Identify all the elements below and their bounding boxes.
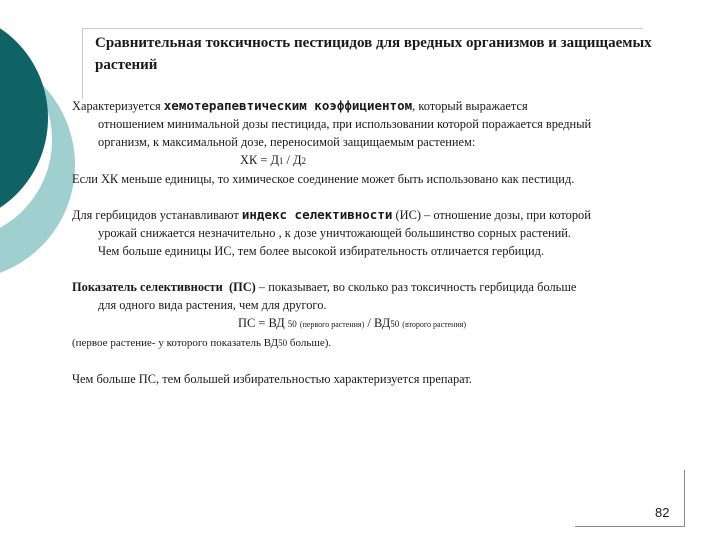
paragraph-conclusion: Чем больше ПС, тем большей избирательностью характеризуется препарат. (72, 372, 472, 386)
note-tail: больше). (287, 337, 332, 349)
formula-ps (72, 314, 712, 334)
formula-ps-ed1: ВД (268, 316, 285, 330)
spacer (72, 260, 712, 278)
p1-prefix: Характеризуется (72, 99, 164, 113)
term-selectivity-abbr: (ПС) (228, 280, 256, 294)
decorative-circles (0, 0, 80, 300)
p4-line2: для одного вида растения, чем для другого. (98, 298, 327, 312)
formula-hk-d1-sub: 1 (278, 156, 284, 166)
page-number-frame-vertical (684, 470, 685, 526)
page-number-frame-horizontal (575, 526, 685, 527)
formula-hk-d1: Д (270, 153, 279, 167)
formula-hk-div: / (286, 153, 290, 167)
formula-hk-lhs: ХК (240, 153, 258, 167)
formula-ps-ed2: ВД (373, 316, 391, 330)
formula-ps-div: / (367, 316, 371, 330)
p1-line1-rest: , который выражается (412, 99, 528, 113)
p3-line1-rest: (ИС) – отношение дозы, при которой (392, 208, 591, 222)
p3-line3: Чем больше единицы ИС, тем более высокой избирательность отличается гербицид. (98, 244, 545, 258)
formula-hk-eq: = (260, 153, 268, 167)
paragraph-hk-condition: Если ХК меньше единицы, то химическое соединение может быть использовано как пестицид. (72, 172, 575, 186)
term-chemotherapeutic-coefficient: хемотерапевтическим коэффициентом (163, 98, 413, 113)
paragraph-selectivity-index (72, 206, 712, 224)
term-selectivity-index: индекс селективности (241, 207, 393, 222)
formula-hk-d2: Д (293, 153, 302, 167)
formula-hk (72, 151, 712, 170)
paragraph-selectivity-indicator (72, 278, 712, 296)
formula-hk-d2-sub: 2 (301, 156, 307, 166)
p4-line1-rest: – показывает, во сколько раз токсичность гербицида больше (255, 280, 577, 294)
page-number: 82 (655, 505, 670, 520)
term-selectivity-indicator: Показатель селективности (72, 280, 223, 294)
spacer (72, 352, 712, 370)
formula-ps-ed1-note: (первого растения) (299, 320, 365, 329)
p3-prefix: Для гербицидов устанавливают (72, 208, 242, 222)
p3-line2: урожай снижается незначительно , к дозе уничтожающей большинство сорных растений. (98, 226, 571, 240)
note-first-plant (72, 334, 712, 352)
slide-title: Сравнительная токсичность пестицидов для вредных организмов и защищаемых растений (95, 35, 652, 73)
formula-ps-ed1-sub: 50 (287, 319, 297, 329)
p1-line3: организм, к максимальной дозе, переносимой защищаемым растением: (98, 135, 476, 149)
p1-line2: отношением минимальной дозы пестицида, при использовании которой поражается вредный (98, 117, 592, 131)
formula-ps-ed2-note: (второго растения) (402, 320, 467, 329)
note-text: (первое растение- у которого показатель ВД (72, 337, 279, 349)
note-sub: 50 (278, 338, 288, 348)
formula-ps-eq: = (258, 316, 266, 330)
formula-ps-lhs: ПС (238, 316, 256, 330)
formula-ps-ed2-sub: 50 (390, 319, 400, 329)
paragraph-chemotherapeutic (72, 97, 712, 115)
spacer (72, 188, 712, 206)
slide-content (72, 97, 712, 388)
